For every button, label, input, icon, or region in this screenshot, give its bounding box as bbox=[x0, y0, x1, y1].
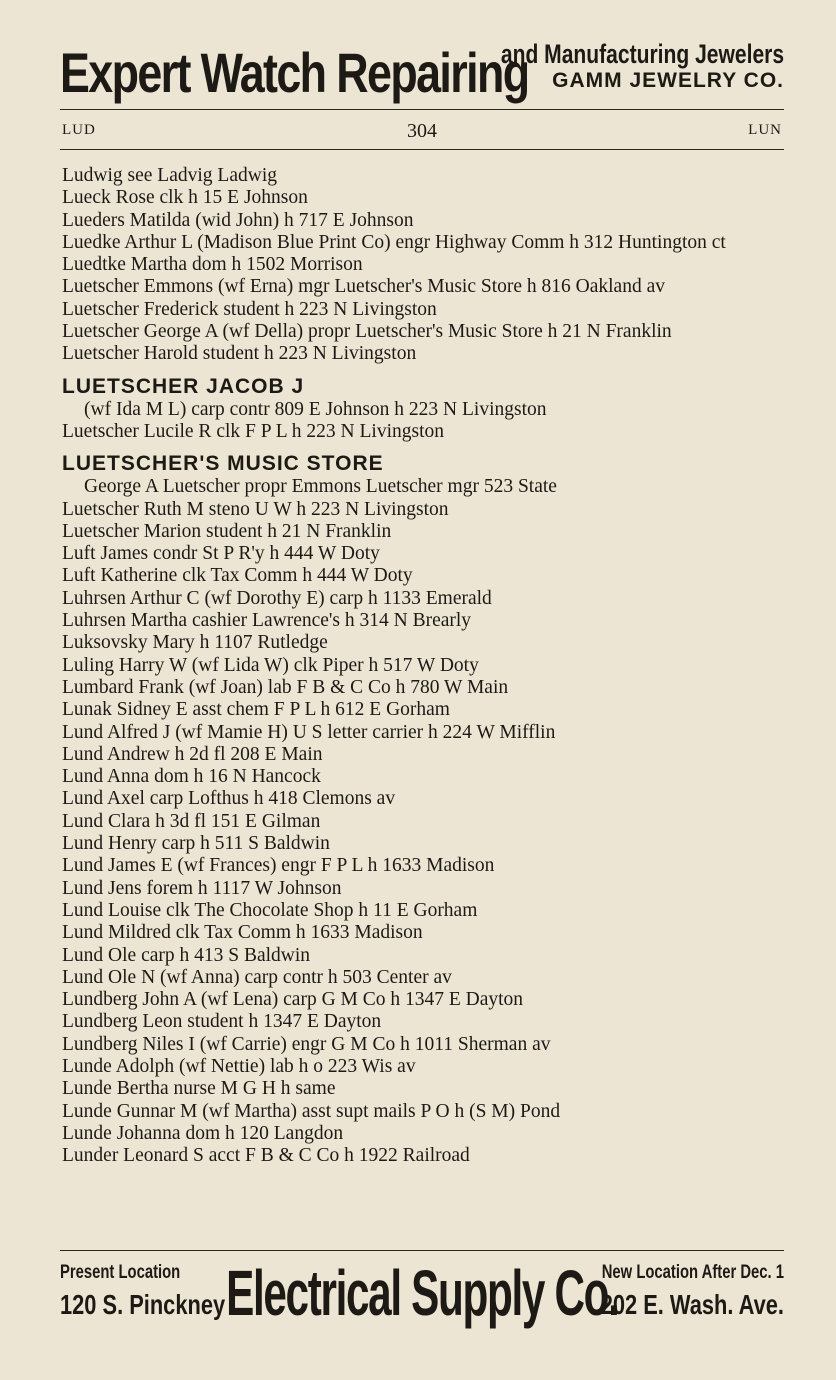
list-item: Luedtke Martha dom h 1502 Morrison bbox=[62, 254, 363, 276]
list-item: Lundberg Niles I (wf Carrie) engr G M Co h 1011 Sherman av bbox=[62, 1033, 551, 1055]
list-item: Lund Henry carp h 511 S Baldwin bbox=[62, 833, 330, 855]
list-item: Lundberg John A (wf Lena) carp G M Co h 1347 E Dayton bbox=[62, 989, 524, 1011]
list-item: Luetscher Harold student h 223 N Livingston bbox=[62, 343, 417, 365]
running-head-left: LUD bbox=[62, 122, 96, 138]
list-item: Lundberg Leon student h 1347 E Dayton bbox=[62, 1011, 382, 1033]
list-item: Lunde Bertha nurse M G H h same bbox=[62, 1078, 336, 1100]
list-item: Luksovsky Mary h 1107 Rutledge bbox=[62, 632, 328, 654]
header-ad-main-text: Expert Watch Repairing bbox=[60, 41, 529, 104]
list-item: Luetscher George A (wf Della) propr Luetscher's Music Store h 21 N Franklin bbox=[62, 321, 672, 343]
list-item: Lund Axel carp Lofthus h 418 Clemons av bbox=[62, 788, 396, 810]
header-ad-right-block bbox=[421, 40, 784, 94]
list-item: Luhrsen Martha cashier Lawrence's h 314 N Brearly bbox=[62, 610, 472, 632]
list-item: Ludwig see Ladvig Ladwig bbox=[62, 165, 277, 186]
list-item: Luetscher Marion student h 21 N Franklin bbox=[62, 520, 392, 542]
page-number: 304 bbox=[407, 120, 437, 142]
list-item: Luhrsen Arthur C (wf Dorothy E) carp h 1133 Emerald bbox=[62, 587, 492, 609]
list-item: Lunde Adolph (wf Nettie) lab h o 223 Wis av bbox=[62, 1055, 416, 1077]
footer-rule bbox=[60, 1250, 784, 1251]
footer-advertisement bbox=[60, 1258, 784, 1330]
list-item: Lund Jens forem h 1117 W Johnson bbox=[62, 877, 342, 899]
list-item: Luling Harry W (wf Lida W) clk Piper h 517 W Doty bbox=[62, 654, 479, 676]
list-item: Lunder Leonard S acct F B & C Co h 1922 Railroad bbox=[62, 1145, 470, 1167]
running-head-right: LUN bbox=[748, 122, 782, 138]
footer-ad-left-label: Present Location bbox=[60, 1262, 181, 1283]
list-item: Luetscher Frederick student h 223 N Livingston bbox=[62, 298, 437, 320]
bold-entry-name: LUETSCHER'S MUSIC STORE bbox=[62, 452, 384, 476]
list-item: Lund Ole carp h 413 S Baldwin bbox=[62, 944, 311, 966]
list-item: Lueck Rose clk h 15 E Johnson bbox=[62, 187, 308, 209]
list-item: Lunak Sidney E asst chem F P L h 612 E Gorham bbox=[62, 699, 450, 721]
footer-ad-left-address: 120 S. Pinckney bbox=[60, 1289, 226, 1320]
list-item: Lumbard Frank (wf Joan) lab F B & C Co h 780 W Main bbox=[62, 676, 509, 698]
list-item: Lueders Matilda (wid John) h 717 E Johnson bbox=[62, 209, 414, 231]
list-item: Luft James condr St P R'y h 444 W Doty bbox=[62, 543, 380, 565]
list-item: Luetscher Emmons (wf Erna) mgr Luetscher's Music Store h 816 Oakland av bbox=[62, 276, 665, 298]
list-item: Lund Alfred J (wf Mamie H) U S letter carrier h 224 W Mifflin bbox=[62, 721, 556, 743]
list-item: Lund Louise clk The Chocolate Shop h 11 E Gorham bbox=[62, 899, 478, 921]
list-item: Lund Clara h 3d fl 151 E Gilman bbox=[62, 810, 321, 832]
running-head-rule bbox=[60, 149, 784, 150]
header-advertisement bbox=[60, 38, 784, 108]
footer-ad-company-name: Electrical Supply Co. bbox=[225, 1257, 619, 1329]
bold-entry-name: LUETSCHER JACOB J bbox=[62, 374, 305, 398]
list-item: Lunde Johanna dom h 120 Langdon bbox=[62, 1122, 344, 1144]
header-rule bbox=[60, 109, 784, 110]
footer-ad-right-label: New Location After Dec. 1 bbox=[601, 1262, 784, 1283]
list-item: Luedke Arthur L (Madison Blue Print Co) engr Highway Comm h 312 Huntington ct bbox=[62, 231, 726, 253]
bold-entry-detail: (wf Ida M L) carp contr 809 E Johnson h 223 N Livingston bbox=[84, 398, 547, 420]
bold-entry-detail: George A Luetscher propr Emmons Luetscher mgr 523 State bbox=[84, 476, 557, 498]
footer-ad-right bbox=[549, 1262, 784, 1322]
running-head bbox=[60, 120, 784, 144]
list-item: Lund Ole N (wf Anna) carp contr h 503 Center av bbox=[62, 966, 452, 988]
header-ad-line1: and Manufacturing Jewelers bbox=[500, 39, 784, 69]
list-item: Lund James E (wf Frances) engr F P L h 1633 Madison bbox=[62, 855, 495, 877]
header-ad-line2: GAMM JEWELRY CO. bbox=[552, 69, 784, 92]
list-item: Lunde Gunnar M (wf Martha) asst supt mails P O h (S M) Pond bbox=[62, 1100, 561, 1122]
list-item: Luetscher Ruth M steno U W h 223 N Livingston bbox=[62, 498, 449, 520]
list-item: Luft Katherine clk Tax Comm h 444 W Doty bbox=[62, 565, 413, 587]
list-item: Lund Anna dom h 16 N Hancock bbox=[62, 766, 321, 788]
list-item: Luetscher Lucile R clk F P L h 223 N Livingston bbox=[62, 420, 445, 442]
list-item: Lund Andrew h 2d fl 208 E Main bbox=[62, 743, 323, 765]
footer-ad-right-address: 202 E. Wash. Ave. bbox=[600, 1289, 784, 1320]
directory-listing bbox=[62, 165, 784, 1167]
list-item: Lund Mildred clk Tax Comm h 1633 Madison bbox=[62, 922, 423, 944]
